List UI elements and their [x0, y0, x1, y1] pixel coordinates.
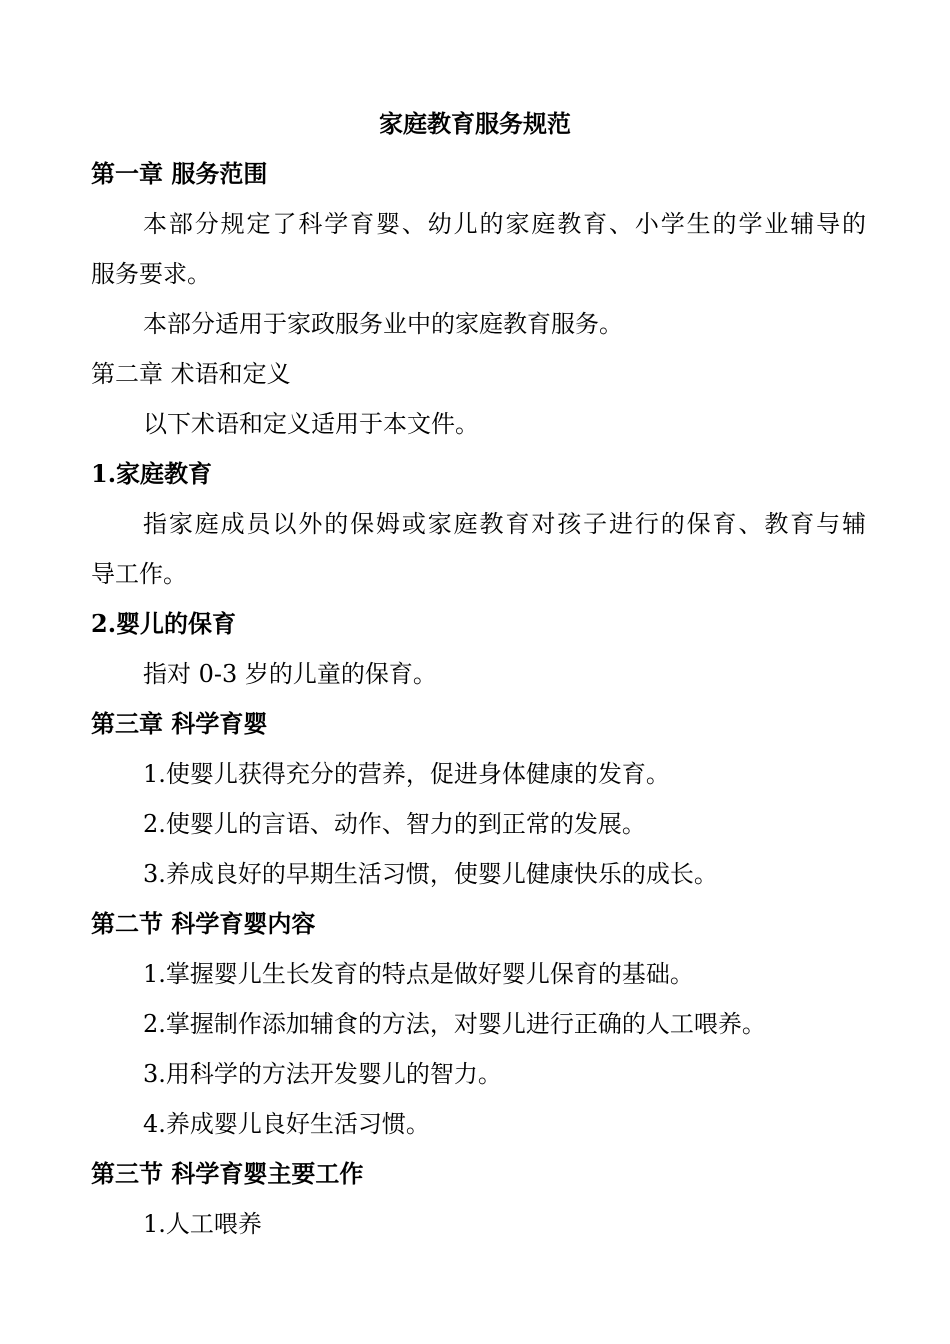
list-item: 2.掌握制作添加辅食的方法，对婴儿进行正确的人工喂养。: [143, 1010, 766, 1038]
list-item: 3.养成良好的早期生活习惯，使婴儿健康快乐的成长。: [143, 860, 718, 888]
paragraph-line: 指家庭成员以外的保姆或家庭教育对孩子进行的保育、教育与辅: [143, 510, 866, 538]
paragraph-line: 服务要求。: [91, 260, 211, 288]
paragraph-line: 本部分适用于家政服务业中的家庭教育服务。: [143, 310, 623, 338]
chapter-1-heading: 第一章 服务范围: [91, 159, 268, 188]
paragraph-line: 导工作。: [91, 560, 187, 588]
paragraph-line: 以下术语和定义适用于本文件。: [143, 410, 479, 438]
section-2-heading: 第二节 科学育婴内容: [91, 909, 316, 938]
section-3-heading: 第三节 科学育婴主要工作: [91, 1159, 364, 1188]
chapter-3-heading: 第三章 科学育婴: [91, 709, 268, 738]
document-title: 家庭教育服务规范: [379, 109, 571, 138]
chapter-2-heading: 第二章 术语和定义: [91, 360, 291, 388]
list-item: 2.使婴儿的言语、动作、智力的到正常的发展。: [143, 810, 646, 838]
term-2-heading: 2.婴儿的保育: [91, 609, 237, 638]
list-item: 1.使婴儿获得充分的营养，促进身体健康的发育。: [143, 760, 670, 788]
list-item: 4.养成婴儿良好生活习惯。: [143, 1110, 430, 1138]
list-item: 3.用科学的方法开发婴儿的智力。: [143, 1060, 502, 1088]
paragraph-line: 本部分规定了科学育婴、幼儿的家庭教育、小学生的学业辅导的: [143, 210, 866, 238]
list-item: 1.掌握婴儿生长发育的特点是做好婴儿保育的基础。: [143, 960, 694, 988]
list-item: 1.人工喂养: [143, 1210, 262, 1238]
term-1-heading: 1.家庭教育: [91, 459, 213, 488]
paragraph-line: 指对 0-3 岁的儿童的保育。: [143, 660, 437, 688]
